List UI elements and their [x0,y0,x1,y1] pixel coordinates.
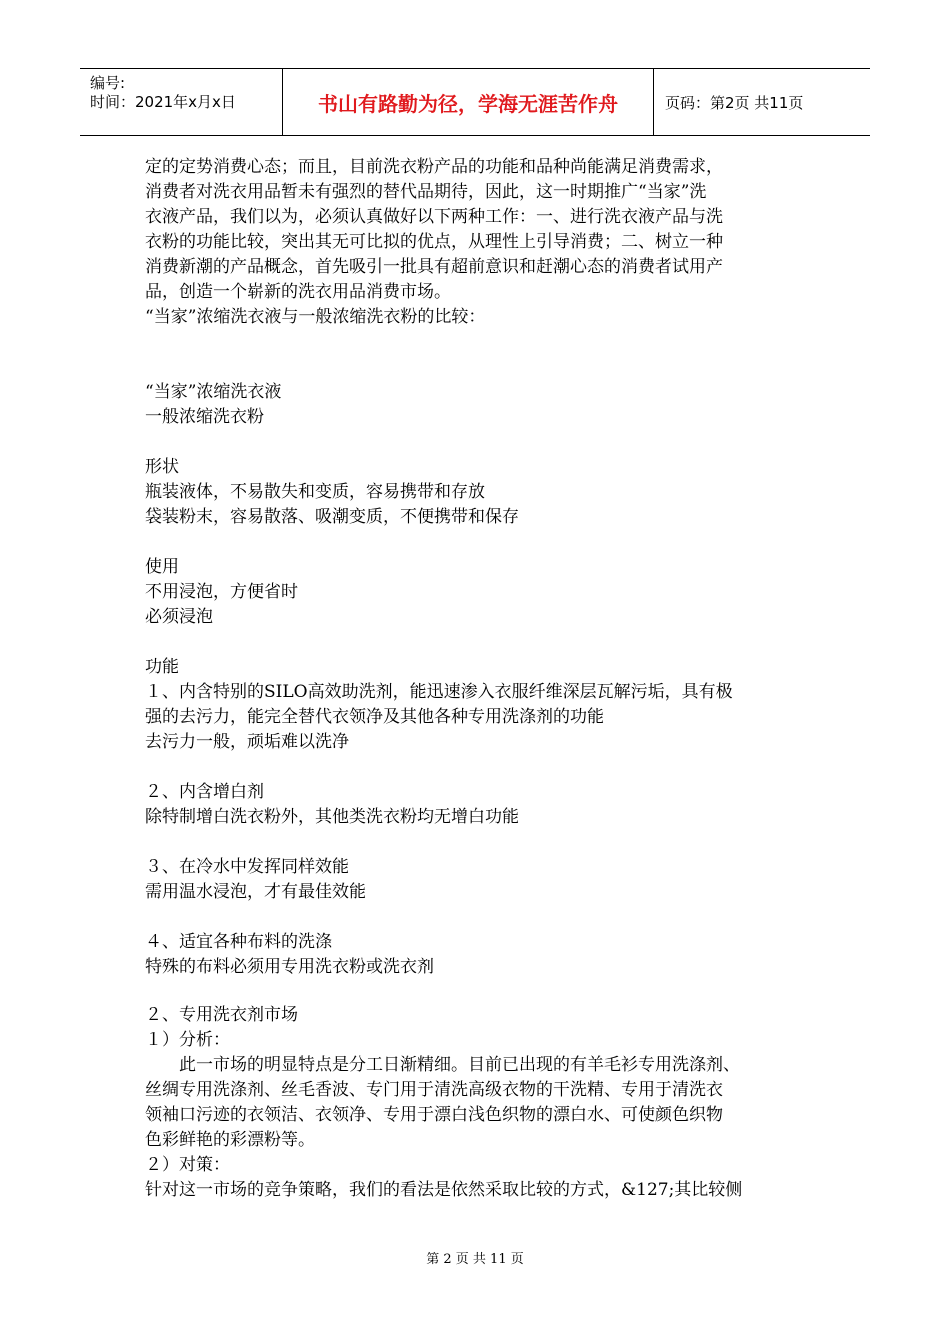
body-line: 品，创造一个崭新的洗衣用品消费市场。 [145,282,451,302]
body-line: 消费者对洗衣用品暂未有强烈的替代品期待，因此，这一时期推广“当家”洗 [145,182,707,202]
body-line: 定的定势消费心态；而且，目前洗衣粉产品的功能和品种尚能满足消费需求， [145,157,723,177]
document-date: 时间：2021年x月x日 [90,93,236,111]
body-line: 衣液产品，我们以为，必须认真做好以下两种工作：一、进行洗衣液产品与洗 [145,207,723,227]
document-number-label: 编号: [90,74,126,92]
body-line: 去污力一般，顽垢难以洗净 [145,732,349,752]
body-line: 不用浸泡，方便省时 [145,582,298,602]
header-meta [80,69,282,135]
body-line: 丝绸专用洗涤剂、丝毛香波、专门用于清洗高级衣物的干洗精、专用于清洗衣 [145,1080,723,1100]
body-line: 领袖口污迹的衣领洁、衣领净、专用于漂白浅色织物的漂白水、可使颜色织物 [145,1105,723,1125]
body-line: 除特制增白洗衣粉外，其他类洗衣粉均无增白功能 [145,807,519,827]
body-line: ３、在冷水中发挥同样效能 [145,857,349,877]
body-line: 此一市场的明显特点是分工日渐精细。目前已出现的有羊毛衫专用洗涤剂、 [145,1055,740,1075]
body-line: 需用温水浸泡，才有最佳效能 [145,882,366,902]
body-line: 强的去污力，能完全替代衣领净及其他各种专用洗涤剂的功能 [145,707,604,727]
page-footer: 第 2 页 共 11 页 [426,1252,524,1267]
body-line: 消费新潮的产品概念，首先吸引一批具有超前意识和赶潮心态的消费者试用产 [145,257,723,277]
body-line: ４、适宜各种布料的洗涤 [145,932,332,952]
subsection-heading: １）分析： [145,1030,230,1050]
body-line: １、内含特别的SILO高效助洗剂，能迅速渗入衣服纤维深层瓦解污垢，具有极 [145,682,733,702]
comparison-row-title: 形状 [145,457,179,477]
body-line: 袋装粉末，容易散落、吸潮变质，不便携带和保存 [145,507,519,527]
body-line: ２、内含增白剂 [145,782,264,802]
body-line: 瓶装液体，不易散失和变质，容易携带和存放 [145,482,485,502]
body-line: 针对这一市场的竞争策略，我们的看法是依然采取比较的方式，&127;其比较侧 [145,1180,743,1200]
section-heading: ２、专用洗衣剂市场 [145,1005,298,1025]
body-line: 特殊的布料必须用专用洗衣粉或洗衣剂 [145,957,434,977]
comparison-row-title: 使用 [145,557,179,577]
header-page-info: 页码：第2页 共11页 [665,93,804,112]
comparison-row-title: 功能 [145,657,179,677]
comparison-heading: “当家”浓缩洗衣液与一般浓缩洗衣粉的比较： [145,307,486,327]
body-line: 衣粉的功能比较，突出其无可比拟的优点，从理性上引导消费；二、树立一种 [145,232,723,252]
body-line: 色彩鲜艳的彩漂粉等。 [145,1130,315,1150]
page-header [80,68,870,136]
comparison-column-liquid: “当家”浓缩洗衣液 [145,382,282,402]
comparison-column-powder: 一般浓缩洗衣粉 [145,407,264,427]
header-motto: 书山有路勤为径，学海无涯苦作舟 [282,69,654,135]
subsection-heading: ２）对策： [145,1155,230,1175]
body-line: 必须浸泡 [145,607,213,627]
